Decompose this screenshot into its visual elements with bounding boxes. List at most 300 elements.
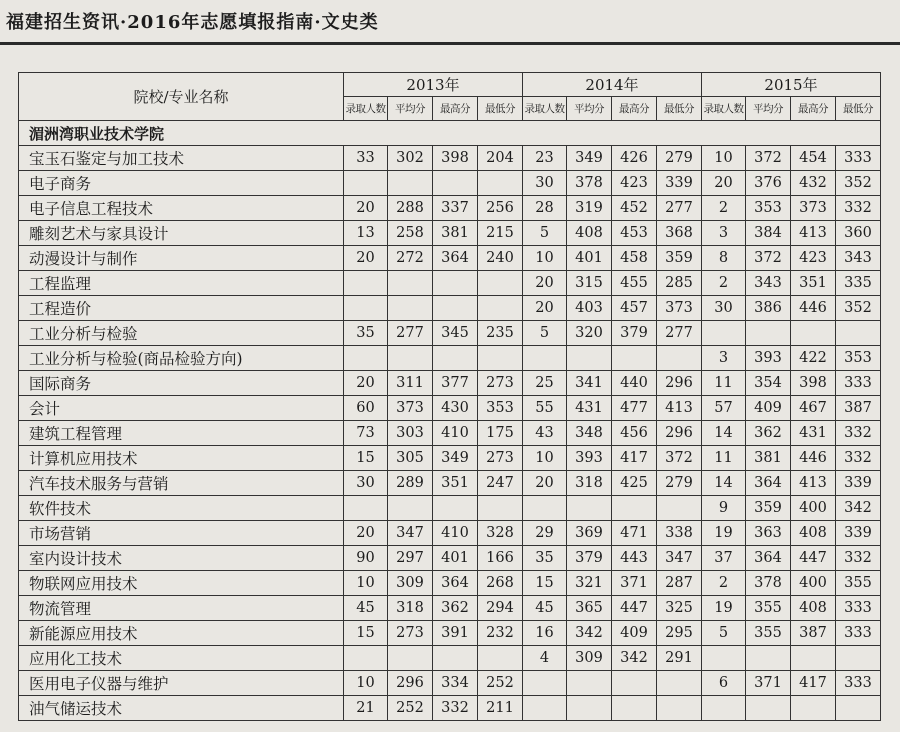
score-cell: [836, 696, 881, 721]
score-cell: 353: [746, 196, 791, 221]
score-cell: 400: [791, 496, 836, 521]
score-cell: 342: [612, 646, 657, 671]
score-cell: 289: [388, 471, 433, 496]
score-cell: 252: [478, 671, 523, 696]
table-row: [19, 346, 881, 371]
score-cell: 277: [657, 196, 702, 221]
table-row: [19, 496, 881, 521]
table-row: [19, 271, 881, 296]
year-header-2015: 2015年: [702, 73, 881, 97]
score-cell: 387: [791, 621, 836, 646]
score-cell: 296: [657, 371, 702, 396]
score-cell: 16: [523, 621, 567, 646]
major-name: 应用化工技术: [19, 646, 344, 671]
score-cell: [344, 646, 388, 671]
score-cell: 309: [388, 571, 433, 596]
score-cell: 332: [836, 421, 881, 446]
score-cell: 2: [702, 271, 746, 296]
score-cell: 332: [836, 196, 881, 221]
score-cell: 338: [657, 521, 702, 546]
score-cell: 10: [344, 571, 388, 596]
score-cell: 333: [836, 146, 881, 171]
score-cell: 454: [791, 146, 836, 171]
score-cell: 359: [657, 246, 702, 271]
score-cell: 422: [791, 346, 836, 371]
score-cell: 364: [746, 471, 791, 496]
score-cell: 10: [523, 446, 567, 471]
major-name: 电子信息工程技术: [19, 196, 344, 221]
score-cell: 365: [567, 596, 612, 621]
score-cell: 14: [702, 421, 746, 446]
sub-header-enrolled: 录取人数: [523, 97, 567, 121]
score-cell: [433, 271, 478, 296]
score-cell: 305: [388, 446, 433, 471]
table-body: [19, 121, 881, 721]
score-cell: [523, 671, 567, 696]
score-cell: 345: [433, 321, 478, 346]
score-cell: 332: [836, 546, 881, 571]
score-cell: 247: [478, 471, 523, 496]
score-cell: 423: [612, 171, 657, 196]
score-cell: 277: [657, 321, 702, 346]
score-cell: 339: [657, 171, 702, 196]
score-cell: 410: [433, 521, 478, 546]
score-cell: 277: [388, 321, 433, 346]
score-cell: 211: [478, 696, 523, 721]
score-cell: 446: [791, 446, 836, 471]
score-cell: 339: [836, 471, 881, 496]
major-name: 工业分析与检验: [19, 321, 344, 346]
major-name: 工业分析与检验(商品检验方向): [19, 346, 344, 371]
score-cell: 400: [791, 571, 836, 596]
score-cell: 19: [702, 596, 746, 621]
score-cell: 10: [702, 146, 746, 171]
score-cell: 73: [344, 421, 388, 446]
score-cell: [836, 321, 881, 346]
score-cell: [746, 646, 791, 671]
score-cell: [388, 646, 433, 671]
score-cell: 6: [702, 671, 746, 696]
score-cell: 354: [746, 371, 791, 396]
score-cell: [612, 346, 657, 371]
score-cell: 371: [746, 671, 791, 696]
score-cell: 35: [344, 321, 388, 346]
page-header: [0, 0, 900, 45]
score-cell: 5: [523, 221, 567, 246]
score-cell: 321: [567, 571, 612, 596]
score-cell: 2: [702, 196, 746, 221]
score-cell: 426: [612, 146, 657, 171]
score-cell: 371: [612, 571, 657, 596]
score-cell: [836, 646, 881, 671]
score-cell: 333: [836, 371, 881, 396]
score-cell: 215: [478, 221, 523, 246]
score-cell: 297: [388, 546, 433, 571]
score-cell: 457: [612, 296, 657, 321]
score-cell: 43: [523, 421, 567, 446]
score-cell: 408: [791, 596, 836, 621]
score-cell: 335: [836, 271, 881, 296]
score-cell: 353: [478, 396, 523, 421]
score-cell: [612, 671, 657, 696]
score-cell: 2: [702, 571, 746, 596]
score-cell: 23: [523, 146, 567, 171]
major-name: 油气储运技术: [19, 696, 344, 721]
score-cell: 287: [657, 571, 702, 596]
score-cell: 204: [478, 146, 523, 171]
score-cell: 401: [433, 546, 478, 571]
score-cell: 334: [433, 671, 478, 696]
score-cell: [388, 171, 433, 196]
score-cell: [388, 271, 433, 296]
major-name: 雕刻艺术与家具设计: [19, 221, 344, 246]
score-cell: 60: [344, 396, 388, 421]
score-cell: 20: [523, 271, 567, 296]
score-cell: [746, 696, 791, 721]
score-cell: 387: [836, 396, 881, 421]
score-cell: 471: [612, 521, 657, 546]
score-cell: 393: [746, 346, 791, 371]
score-cell: 45: [523, 596, 567, 621]
score-cell: 20: [344, 521, 388, 546]
score-cell: 351: [433, 471, 478, 496]
score-cell: 364: [433, 571, 478, 596]
score-cell: 467: [791, 396, 836, 421]
score-cell: 355: [746, 596, 791, 621]
score-cell: [478, 296, 523, 321]
score-cell: 37: [702, 546, 746, 571]
score-cell: [657, 496, 702, 521]
table-row: [19, 421, 881, 446]
score-cell: 9: [702, 496, 746, 521]
score-cell: 333: [836, 596, 881, 621]
score-cell: [746, 321, 791, 346]
score-cell: 333: [836, 671, 881, 696]
sub-header-average: 平均分: [746, 97, 791, 121]
score-cell: 369: [567, 521, 612, 546]
score-cell: [478, 271, 523, 296]
score-cell: [567, 496, 612, 521]
score-cell: 311: [388, 371, 433, 396]
admission-table-container: [18, 72, 881, 721]
score-cell: [433, 646, 478, 671]
score-cell: 410: [433, 421, 478, 446]
score-cell: 348: [567, 421, 612, 446]
score-cell: 258: [388, 221, 433, 246]
sub-header-max: 最高分: [433, 97, 478, 121]
score-cell: 337: [433, 196, 478, 221]
score-cell: 90: [344, 546, 388, 571]
score-cell: 372: [746, 146, 791, 171]
score-cell: 381: [433, 221, 478, 246]
score-cell: 443: [612, 546, 657, 571]
score-cell: 55: [523, 396, 567, 421]
score-cell: 393: [567, 446, 612, 471]
year-header-2014: 2014年: [523, 73, 702, 97]
score-cell: 14: [702, 471, 746, 496]
score-cell: 452: [612, 196, 657, 221]
score-cell: 20: [344, 371, 388, 396]
score-cell: 295: [657, 621, 702, 646]
table-row: [19, 396, 881, 421]
score-cell: 291: [657, 646, 702, 671]
score-cell: 29: [523, 521, 567, 546]
score-cell: 351: [791, 271, 836, 296]
table-row: [19, 146, 881, 171]
score-cell: 417: [612, 446, 657, 471]
score-cell: 279: [657, 146, 702, 171]
table-row: [19, 696, 881, 721]
score-cell: 423: [791, 246, 836, 271]
major-name: 新能源应用技术: [19, 621, 344, 646]
score-cell: 446: [791, 296, 836, 321]
score-cell: 362: [433, 596, 478, 621]
score-cell: 413: [791, 471, 836, 496]
score-cell: 386: [746, 296, 791, 321]
score-cell: 455: [612, 271, 657, 296]
table-row: [19, 196, 881, 221]
score-cell: 377: [433, 371, 478, 396]
score-cell: [344, 296, 388, 321]
sub-header-enrolled: 录取人数: [702, 97, 746, 121]
score-cell: 273: [478, 446, 523, 471]
score-cell: 30: [702, 296, 746, 321]
score-cell: 401: [567, 246, 612, 271]
major-name: 建筑工程管理: [19, 421, 344, 446]
score-cell: 384: [746, 221, 791, 246]
score-cell: 343: [836, 246, 881, 271]
score-cell: [791, 646, 836, 671]
major-name: 物流管理: [19, 596, 344, 621]
score-cell: [657, 671, 702, 696]
score-cell: [791, 696, 836, 721]
major-name: 工程造价: [19, 296, 344, 321]
score-cell: [567, 346, 612, 371]
score-cell: 453: [612, 221, 657, 246]
score-cell: 342: [836, 496, 881, 521]
score-cell: 458: [612, 246, 657, 271]
score-cell: [702, 646, 746, 671]
score-cell: [478, 496, 523, 521]
table-row: [19, 621, 881, 646]
score-cell: 373: [388, 396, 433, 421]
score-cell: 372: [657, 446, 702, 471]
score-cell: 20: [702, 171, 746, 196]
score-cell: 368: [657, 221, 702, 246]
score-cell: 456: [612, 421, 657, 446]
score-cell: 341: [567, 371, 612, 396]
score-cell: [344, 496, 388, 521]
score-cell: 3: [702, 221, 746, 246]
score-cell: 10: [344, 671, 388, 696]
score-cell: 362: [746, 421, 791, 446]
table-row: [19, 171, 881, 196]
sub-header-max: 最高分: [791, 97, 836, 121]
table-row: [19, 221, 881, 246]
score-cell: [344, 346, 388, 371]
table-row: [19, 546, 881, 571]
score-cell: 20: [523, 471, 567, 496]
score-cell: 5: [523, 321, 567, 346]
score-cell: 319: [567, 196, 612, 221]
major-name: 会计: [19, 396, 344, 421]
score-cell: 413: [657, 396, 702, 421]
score-cell: 273: [388, 621, 433, 646]
score-cell: 403: [567, 296, 612, 321]
score-cell: [433, 296, 478, 321]
score-cell: 372: [746, 246, 791, 271]
score-cell: 20: [523, 296, 567, 321]
score-cell: [388, 496, 433, 521]
score-cell: 45: [344, 596, 388, 621]
score-cell: [567, 696, 612, 721]
header-title: 福建招生资讯·2016年志愿填报指南·文史类: [6, 12, 379, 33]
score-cell: 477: [612, 396, 657, 421]
score-cell: [388, 296, 433, 321]
score-cell: 440: [612, 371, 657, 396]
score-cell: 347: [657, 546, 702, 571]
score-cell: 25: [523, 371, 567, 396]
score-cell: 381: [746, 446, 791, 471]
school-row: [19, 121, 881, 146]
score-cell: [612, 696, 657, 721]
major-name: 宝玉石鉴定与加工技术: [19, 146, 344, 171]
score-cell: 166: [478, 546, 523, 571]
score-cell: 232: [478, 621, 523, 646]
sub-header-min: 最低分: [836, 97, 881, 121]
score-cell: 33: [344, 146, 388, 171]
score-cell: 15: [344, 446, 388, 471]
score-cell: 268: [478, 571, 523, 596]
score-cell: 349: [433, 446, 478, 471]
major-name: 动漫设计与制作: [19, 246, 344, 271]
score-cell: 320: [567, 321, 612, 346]
score-cell: 417: [791, 671, 836, 696]
major-name: 市场营销: [19, 521, 344, 546]
major-name: 电子商务: [19, 171, 344, 196]
score-cell: 343: [746, 271, 791, 296]
major-name: 汽车技术服务与营销: [19, 471, 344, 496]
table-row: [19, 471, 881, 496]
score-cell: 288: [388, 196, 433, 221]
score-cell: 447: [612, 596, 657, 621]
score-cell: 35: [523, 546, 567, 571]
year-header-2013: 2013年: [344, 73, 523, 97]
score-cell: 10: [523, 246, 567, 271]
score-cell: 398: [791, 371, 836, 396]
score-cell: [433, 346, 478, 371]
score-cell: [702, 321, 746, 346]
score-cell: [478, 171, 523, 196]
score-cell: 294: [478, 596, 523, 621]
score-cell: 5: [702, 621, 746, 646]
score-cell: 315: [567, 271, 612, 296]
score-cell: 432: [791, 171, 836, 196]
score-cell: 240: [478, 246, 523, 271]
score-cell: 352: [836, 296, 881, 321]
score-cell: 431: [791, 421, 836, 446]
table-row: [19, 646, 881, 671]
score-cell: [657, 346, 702, 371]
score-cell: 373: [791, 196, 836, 221]
score-cell: 376: [746, 171, 791, 196]
score-cell: [344, 271, 388, 296]
table-row: [19, 296, 881, 321]
score-cell: 398: [433, 146, 478, 171]
table-row: [19, 446, 881, 471]
score-cell: [388, 346, 433, 371]
score-cell: [478, 646, 523, 671]
score-cell: 353: [836, 346, 881, 371]
table-row: [19, 246, 881, 271]
score-cell: 339: [836, 521, 881, 546]
score-cell: [567, 671, 612, 696]
score-cell: 21: [344, 696, 388, 721]
score-cell: 15: [344, 621, 388, 646]
score-cell: 302: [388, 146, 433, 171]
major-name: 医用电子仪器与维护: [19, 671, 344, 696]
major-name: 工程监理: [19, 271, 344, 296]
score-cell: [523, 346, 567, 371]
sub-header-enrolled: 录取人数: [344, 97, 388, 121]
score-cell: 175: [478, 421, 523, 446]
score-cell: 333: [836, 621, 881, 646]
score-cell: 342: [567, 621, 612, 646]
score-cell: 296: [388, 671, 433, 696]
score-cell: 349: [567, 146, 612, 171]
major-name: 软件技术: [19, 496, 344, 521]
major-name: 室内设计技术: [19, 546, 344, 571]
score-cell: 430: [433, 396, 478, 421]
score-cell: 431: [567, 396, 612, 421]
table-row: [19, 321, 881, 346]
score-cell: 28: [523, 196, 567, 221]
score-cell: 352: [836, 171, 881, 196]
score-cell: [478, 346, 523, 371]
score-cell: 19: [702, 521, 746, 546]
score-cell: 359: [746, 496, 791, 521]
score-cell: 256: [478, 196, 523, 221]
score-cell: 332: [836, 446, 881, 471]
table-row: [19, 671, 881, 696]
score-cell: 273: [478, 371, 523, 396]
score-cell: 408: [791, 521, 836, 546]
score-cell: 20: [344, 246, 388, 271]
table-row: [19, 571, 881, 596]
score-cell: 285: [657, 271, 702, 296]
score-cell: 303: [388, 421, 433, 446]
score-cell: 413: [791, 221, 836, 246]
major-name: 计算机应用技术: [19, 446, 344, 471]
score-cell: 8: [702, 246, 746, 271]
sub-header-average: 平均分: [388, 97, 433, 121]
score-cell: 409: [612, 621, 657, 646]
score-cell: 391: [433, 621, 478, 646]
score-cell: [791, 321, 836, 346]
score-cell: 425: [612, 471, 657, 496]
sub-header-min: 最低分: [657, 97, 702, 121]
score-cell: [523, 496, 567, 521]
score-cell: 3: [702, 346, 746, 371]
score-cell: 13: [344, 221, 388, 246]
name-column-header: 院校/专业名称: [19, 73, 344, 121]
score-cell: 309: [567, 646, 612, 671]
score-cell: 279: [657, 471, 702, 496]
score-cell: 30: [344, 471, 388, 496]
score-cell: 57: [702, 396, 746, 421]
score-cell: 355: [746, 621, 791, 646]
score-cell: 379: [567, 546, 612, 571]
